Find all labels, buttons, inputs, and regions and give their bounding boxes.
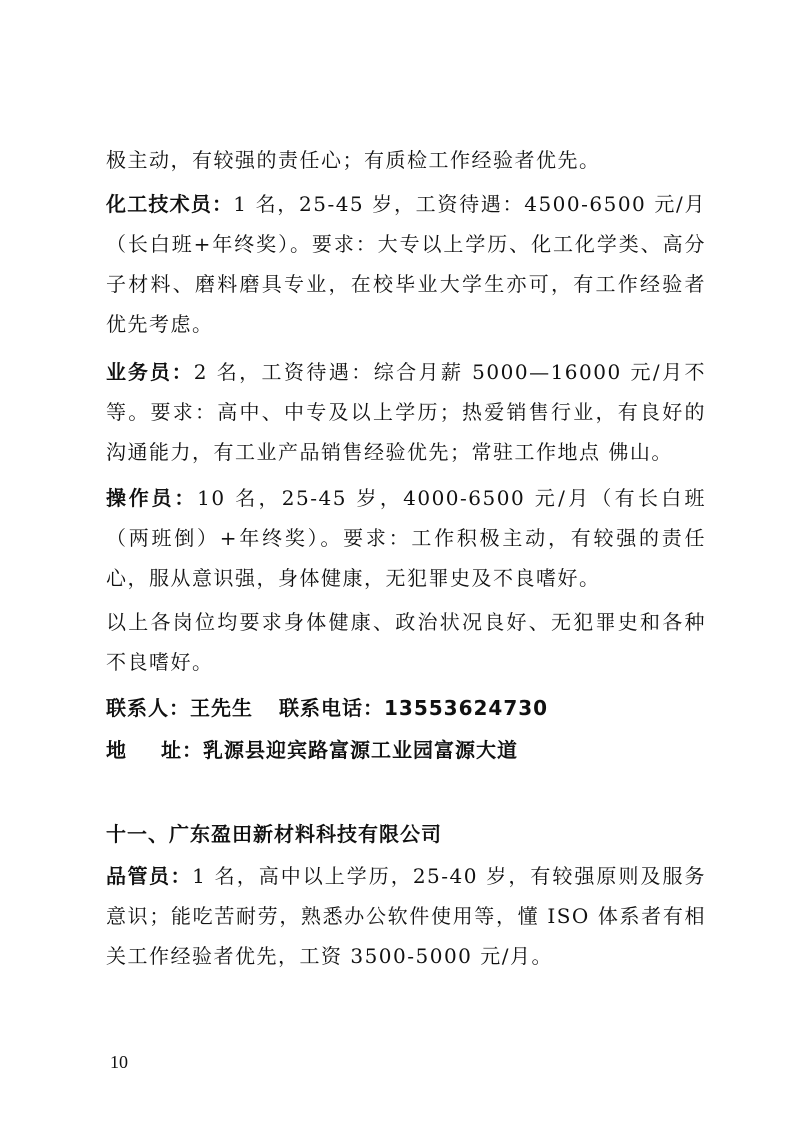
general-requirement-text: 以上各岗位均要求身体健康、政治状况良好、无犯罪史和各种不良嗜好。 — [106, 610, 706, 674]
chem-tech-body: 1 名，25-45 岁，工资待遇：4500-6500 元/月 （长白班+年终奖）。要求：大专以上学历、化工化学类、高分子材料、磨料磨具专业，在校毕业大学生亦可，有工作经验者优先考虑。 — [106, 192, 707, 336]
paragraph-intro — [106, 140, 706, 180]
sales-title: 业务员： — [106, 360, 194, 384]
sales-body: 2 名，工资待遇：综合月薪 5000—16000 元/月不等。要求：高中、中专及以上学历；热爱销售行业，有良好的沟通能力，有工业产品销售经验优先；常驻工作地点 佛山。 — [106, 360, 706, 464]
address-label-second: 址： — [161, 738, 203, 762]
contact-person-name: 王先生 — [190, 696, 253, 720]
operator-body: 10 名，25-45 岁，4000-6500 元/月（有长白班（两班倒）+年终奖）。要求：工作积极主动，有较强的责任心，服从意识强，身体健康，无犯罪史及不良嗜好。 — [106, 486, 706, 590]
page-number: 10 — [110, 1052, 128, 1072]
paragraph-qc — [106, 856, 706, 976]
qc-title: 品管员： — [106, 864, 193, 888]
intro-text: 极主动，有较强的责任心；有质检工作经验者优先。 — [106, 148, 601, 172]
section-heading-company-11: 十一、广东盈田新材料科技有限公司 — [106, 822, 442, 846]
operator-title: 操作员： — [106, 486, 198, 510]
address-label-first: 地 — [106, 738, 127, 762]
paragraph-chem-tech — [106, 184, 706, 344]
contact-phone: 13553624730 — [384, 696, 549, 720]
contact-person-label: 联系人： — [106, 696, 190, 720]
contact-phone-label: 联系电话： — [279, 696, 384, 720]
paragraph-general-requirement — [106, 602, 706, 682]
contact-address-line — [106, 730, 706, 770]
contact-person-line — [106, 688, 706, 728]
address-text: 乳源县迎宾路富源工业园富源大道 — [203, 738, 518, 762]
paragraph-sales — [106, 352, 706, 472]
qc-body: 1 名，高中以上学历，25-40 岁，有较强原则及服务意识；能吃苦耐劳，熟悉办公软件使用等，懂 ISO 体系者有相关工作经验者优先，工资 3500-5000 元/月。 — [106, 864, 706, 968]
chem-tech-title: 化工技术员： — [106, 192, 234, 216]
paragraph-operator — [106, 478, 706, 598]
